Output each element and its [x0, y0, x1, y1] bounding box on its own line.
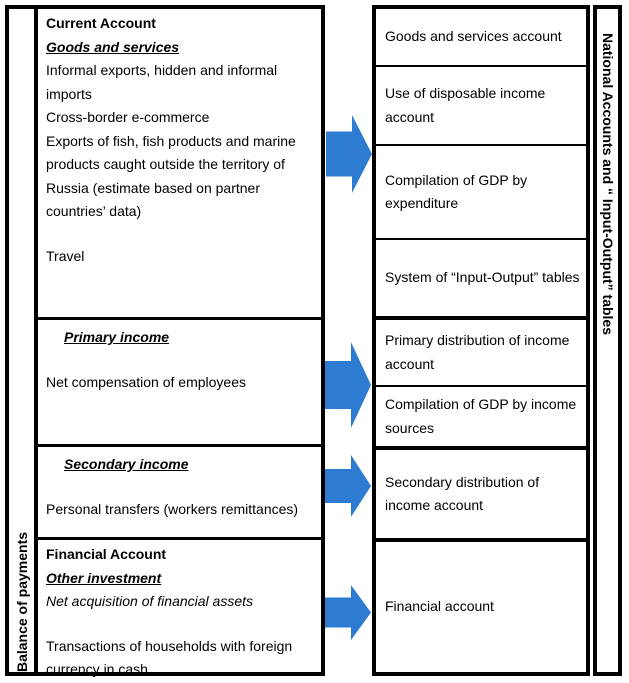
other-investment-heading: Other investment — [46, 569, 162, 586]
item-net-compensation: Net compensation of employees — [46, 373, 246, 390]
item-net-acquisition: Net acquisition of financial assets — [46, 593, 253, 609]
right-arrow-icon — [326, 115, 372, 193]
national-accounts-sidebar — [593, 5, 622, 676]
section-current-account — [38, 9, 321, 317]
box-label: Compilation of GDP by income sources — [385, 396, 577, 436]
section-secondary-income — [38, 444, 321, 537]
section-financial-account — [38, 537, 321, 677]
item-travel: Travel — [46, 247, 85, 264]
balance-of-payments-label: Balance of payments — [13, 531, 30, 673]
current-account-heading: Current Account — [46, 15, 156, 31]
box-goods-and-services-account — [376, 9, 586, 65]
item-household-fx-transactions: Transactions of households with foreign currency in cash — [46, 637, 293, 677]
financial-account-heading: Financial Account — [46, 546, 167, 562]
right-arrow-icon — [325, 455, 371, 517]
right-arrow-icon — [325, 342, 371, 428]
box-label: Primary distribution of income account — [385, 332, 570, 372]
item-personal-transfers: Personal transfers (workers remittances) — [46, 500, 299, 517]
balance-of-payments-column — [38, 5, 325, 676]
spacer — [46, 477, 313, 498]
item-exports-of-fish: Exports of fish, fish products and marine products caught outside the territory of Russia (estimate based on partner countries’ data) — [46, 132, 296, 219]
box-secondary-distribution-of-income-account — [376, 446, 586, 538]
box-label: System of “Input-Output” tables — [385, 269, 580, 286]
secondary-income-heading: Secondary income — [64, 456, 189, 472]
box-label: Goods and services account — [385, 28, 562, 45]
flow-arrow-primary-income — [325, 342, 371, 428]
goods-and-services-heading: Goods and services — [46, 38, 180, 55]
spacer — [46, 614, 313, 635]
box-financial-account — [376, 538, 586, 672]
box-use-of-disposable-income-account — [376, 65, 586, 144]
right-arrow-icon — [325, 585, 371, 640]
spacer — [46, 350, 313, 371]
spacer — [46, 224, 313, 245]
box-label: Secondary distribution of income account — [385, 473, 540, 513]
box-label: Compilation of GDP by expenditure — [385, 171, 528, 211]
box-label: Use of disposable income account — [385, 85, 546, 125]
box-system-of-input-output-tables — [376, 238, 586, 316]
national-accounts-label: National Accounts and “ Input-Output” tables — [599, 32, 616, 336]
box-compilation-of-gdp-by-income-sources — [376, 385, 586, 446]
national-accounts-column — [372, 5, 590, 676]
item-informal-exports: Informal exports, hidden and informal imports — [46, 62, 278, 102]
box-primary-distribution-of-income-account — [376, 316, 586, 385]
section-primary-income — [38, 317, 321, 444]
flow-arrow-secondary-income — [325, 455, 371, 517]
item-cross-border-ecommerce: Cross-border e-commerce — [46, 109, 210, 125]
flow-arrow-financial-account — [325, 585, 371, 640]
box-label: Financial account — [385, 598, 494, 615]
primary-income-heading: Primary income — [64, 329, 170, 345]
balance-of-payments-sidebar — [5, 5, 38, 676]
flow-arrow-current-account — [326, 115, 372, 193]
box-compilation-of-gdp-by-expenditure — [376, 144, 586, 238]
